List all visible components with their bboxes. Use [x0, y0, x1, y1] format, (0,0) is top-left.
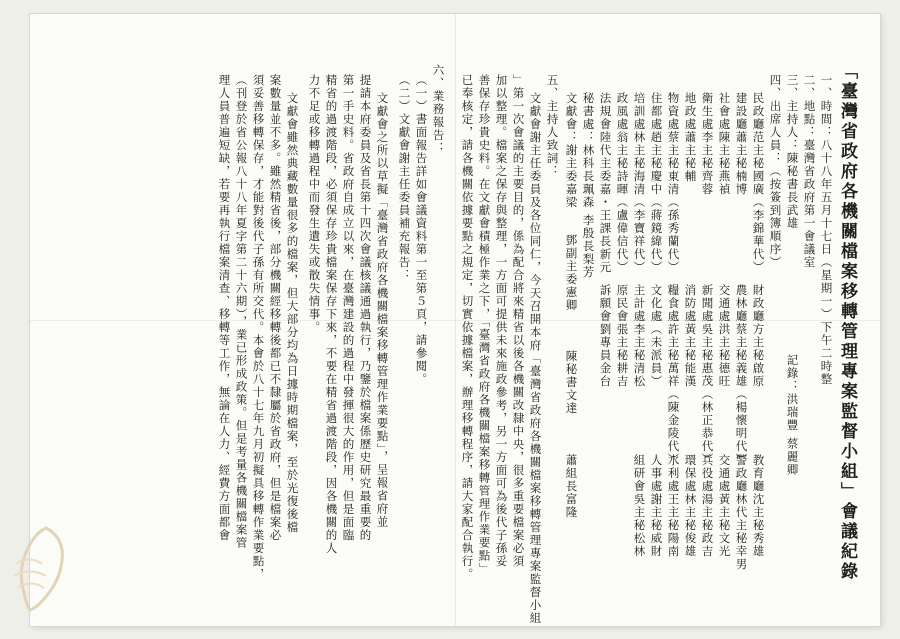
paragraph-line: 力不足或移轉過程中而發生遺失或散失情事。	[307, 74, 322, 334]
recorder: 記錄：洪瑞豐 蔡麗卿	[785, 354, 800, 477]
attendee: 訴願會劉專員金台	[598, 284, 613, 388]
attendee: 鄧副主委憲卿	[564, 234, 579, 312]
paragraph-line: 精省的過渡階段，必須保存珍貴檔案保存下來，不要在精省過渡階段，因各機關的人	[324, 74, 339, 555]
attendee: 蕭組長富隆	[564, 454, 579, 519]
paragraph-line: 文獻會謝主任委員及各位同仁，今天召開本府「臺灣省政府各機關檔案移轉管理專案監督小組	[528, 92, 543, 625]
section-location: 二、地點：臺灣省政府第一會議室	[802, 74, 817, 269]
paragraph-line: 」第一次會議的主要目的，係為配合將來精省以後各機關改隸中央，很多重要檔案必須	[511, 74, 526, 568]
attendee: 文獻會：謝主委嘉梁	[564, 92, 579, 209]
archive-watermark-icon	[6, 524, 76, 614]
attendee: 交通處洪主秘德旺	[717, 284, 732, 388]
attendee: 教育廳沈主秘秀雄	[751, 454, 766, 558]
attendee: 糧食處許主秘萬祥（陳金陵代）	[666, 284, 681, 466]
paragraph-line: 善保存珍貴史料。在文獻會積極作業之下，「臺灣省政府各機關檔案移轉管理作業要點」	[477, 74, 492, 576]
attendee: 陳秘書文達	[564, 350, 579, 415]
attendee: 警政廳林代主秘幸男	[734, 454, 749, 571]
attendee: 人事處謝主秘威財	[649, 454, 664, 558]
paragraph-line: 第一手史料。省政府自成立以來，在臺灣建設的過程中發揮很大的作用，但是面臨	[341, 74, 356, 542]
paragraph-line: 案數量並不多。雖然精省後，部分機關經移轉後都已不隸屬於省政府，但是檔案必	[268, 74, 283, 542]
report-item: （一）書面報告詳如會議資料第一至第５頁，請參閱。	[414, 74, 429, 386]
attendee: 環保處林主秘俊雄	[683, 454, 698, 558]
attendee: 民政廳范主秘國廣（李錦華代）	[751, 92, 766, 274]
paragraph-line: 加以整理。檔案之保存與整理，一方面可提供未來施政參考，另一方面可為後代子孫妥	[494, 74, 509, 568]
attendee: 秘書處：林科長珮森	[581, 92, 596, 209]
attendee: 政風處翁主秘詩暉（盧偉信代）	[615, 92, 630, 274]
document-title: 「臺灣省政府各機關檔案移轉管理專案監督小組」會議紀錄	[837, 62, 857, 582]
attendee: 李殷長梨芳	[581, 214, 596, 279]
attendee: 交通處黃主秘文光	[717, 454, 732, 558]
paragraph-line: 理人員普遍短缺，若要再執行檔案清查、移轉等工作，無論在人力、經費方面都會	[217, 74, 232, 542]
paragraph-line: 提請本府委員及省長第十四次會議核議通過執行，乃鑒於檔案係歷史研究最重要的	[358, 74, 373, 542]
paragraph-line: 已奉核定，請各機關依據要點之規定，切實依據檔案，辦理移轉程序，請大家配合執行。	[460, 74, 475, 581]
attendee: 住都處趙主秘慶中（蔣鏡緯代）	[649, 92, 664, 274]
attendee: 社會處陳主秘燕禎	[717, 92, 732, 196]
section-attendees-header: 四、出席人員：（按簽到簿順序）	[768, 74, 783, 269]
attendee: 原民會張主秘耕吉	[615, 284, 630, 388]
section-business-report-header: 六、業務報告：	[431, 64, 446, 155]
attendee: 地政處蕭主秘輔	[683, 92, 698, 183]
document-sheet	[30, 14, 880, 626]
section-chair: 三、主持人：陳秘書長武雄	[785, 74, 800, 230]
attendee: 財政廳方主秘啟原	[751, 284, 766, 388]
attendee: 兵役處湯主秘政吉	[700, 454, 715, 558]
attendee: 文化處（未派員）	[649, 284, 664, 388]
report-item: （二）文獻會謝主任委員補充報告：	[397, 74, 412, 282]
attendee: 法規會陸代主委嘉・王課長新元	[598, 92, 613, 274]
paragraph-line: （刊登於省公報八十八年夏字第二十六期），業已形成政策。但是考量各機關檔案管	[234, 74, 249, 550]
attendee: 培訓處林主秘海清（李寶祥代）	[632, 92, 647, 274]
attendee: 衛生處李主秘齊蓉	[700, 92, 715, 196]
paragraph-line: 須妥善移轉保存，才能對後代子孫有所交代。本會於八十七年九月初擬具移轉作業要點，	[251, 74, 266, 581]
attendee: 農林廳蔡主秘義雄（楊懷明代）	[734, 284, 749, 466]
paragraph-line: 文獻會雖然典藏數量很多的檔案，但大部分均為日據時期檔案，至於光復後檔	[285, 92, 300, 534]
paragraph-line: 文獻會之所以草擬「臺灣省政府各機關檔案移轉管理作業要點」，呈報省府並	[375, 92, 390, 529]
section-opening-remarks-header: 五、主持人致詞：	[545, 74, 560, 178]
attendee: 主計處李主秘清松	[632, 284, 647, 388]
attendee: 新聞處吳主秘惠茂（林正恭代）	[700, 284, 715, 466]
attendee: 水利處王主秘陽南	[666, 454, 681, 558]
attendee: 消防處黃主秘能漢	[683, 284, 698, 388]
attendee: 物資處蔡主秘東清（孫秀蘭代）	[666, 92, 681, 274]
attendee: 組研會吳主秘松林	[632, 454, 647, 558]
section-time: 一、時間：八十八年五月十七日（星期一）下午二時整	[819, 74, 834, 386]
attendee: 建設廳蕭主秘楠博	[734, 92, 749, 196]
